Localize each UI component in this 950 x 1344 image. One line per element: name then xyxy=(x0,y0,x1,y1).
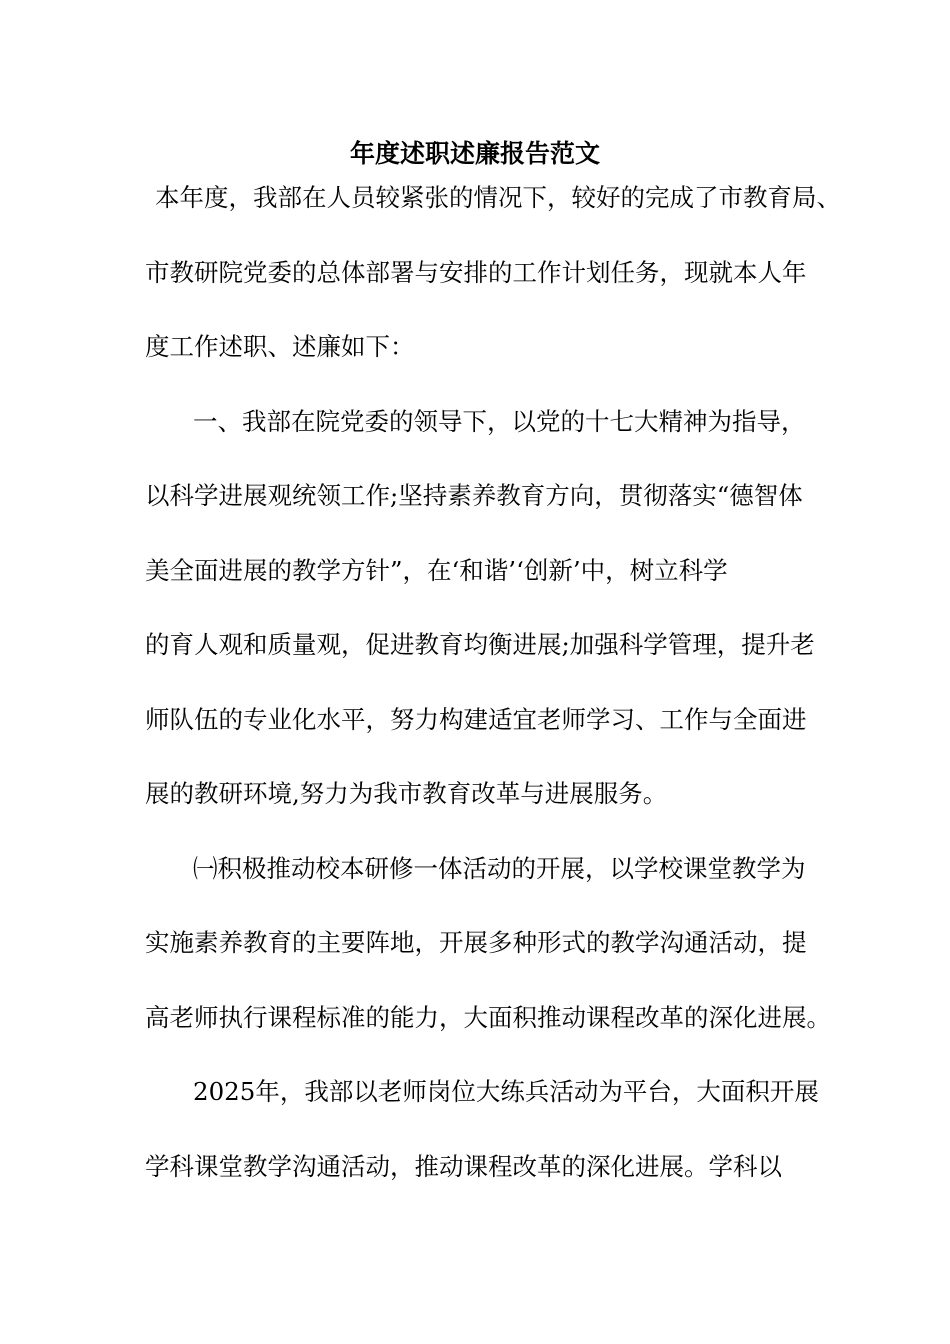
paragraph-line: 学科课堂教学沟通活动，推动课程改革的深化进展。学科以 xyxy=(145,1152,782,1181)
paragraph-line: 一、我部在院党委的领导下，以党的十七大精神为指导， xyxy=(193,407,806,436)
paragraph-line: 美全面进展的教学方针”，在‘和谐’‘创新’中，树立科学 xyxy=(145,556,728,585)
paragraph-line: 的育人观和质量观，促进教育均衡进展;加强科学管理，提升老 xyxy=(145,630,815,659)
paragraph-line: 2025年，我部以老师岗位大练兵活动为平台，大面积开展 xyxy=(193,1077,819,1106)
paragraph-line: 度工作述职、述廉如下： xyxy=(145,332,415,361)
paragraph-line: 以科学进展观统领工作;坚持素养教育方向，贯彻落实“德智体 xyxy=(145,481,803,510)
paragraph-line: 师队伍的专业化水平，努力构建适宜老师学习、工作与全面进 xyxy=(145,705,807,734)
paragraph-line: ㈠积极推动校本研修一体活动的开展，以学校课堂教学为 xyxy=(193,854,806,883)
paragraph-line: 实施素养教育的主要阵地，开展多种形式的教学沟通活动，提 xyxy=(145,928,807,957)
paragraph-line: 展的教研环境,努力为我市教育改革与进展服务。 xyxy=(145,779,668,808)
paragraph-line: 高老师执行课程标准的能力，大面积推动课程改革的深化进展。 xyxy=(145,1003,831,1032)
paragraph-line: 市教研院党委的总体部署与安排的工作计划任务，现就本人年 xyxy=(145,258,807,287)
paragraph-line: 本年度，我部在人员较紧张的情况下，较好的完成了市教育局、 xyxy=(155,183,841,212)
document-title: 年度述职述廉报告范文 xyxy=(349,139,600,168)
